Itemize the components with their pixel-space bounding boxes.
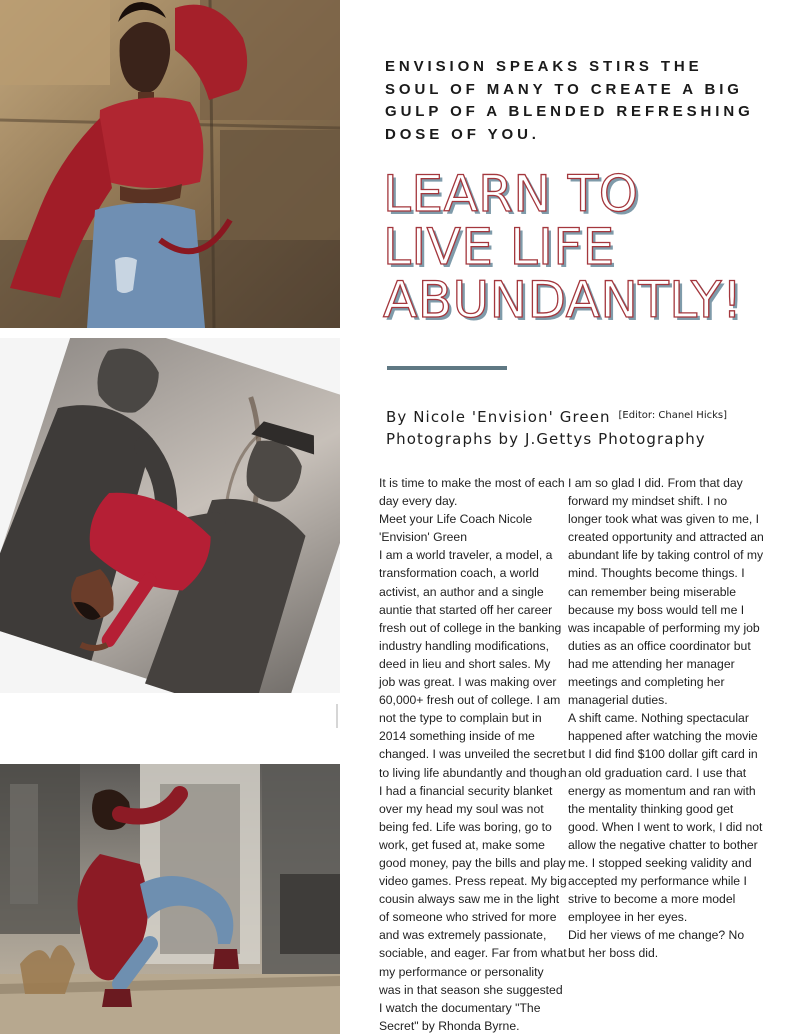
photo-bronze-statues-model bbox=[0, 338, 340, 693]
article-tagline: ENVISION SPEAKS STIRS THE SOUL OF MANY TO CREATE A BIG GULP OF A BLENDED REFRESHING DOSE OF YOU. bbox=[385, 58, 754, 143]
stone-wall-model-illustration bbox=[0, 0, 340, 328]
article-body-column-2 bbox=[568, 474, 764, 963]
body-paragraph: Did her views of me change? No but her boss did. bbox=[568, 928, 745, 961]
text-cursor-divider bbox=[336, 704, 338, 728]
body-paragraph: Meet your Life Coach Nicole 'Envision' Green bbox=[379, 512, 533, 545]
headline-line-1: LEARN TO bbox=[383, 165, 639, 223]
author-line bbox=[386, 406, 786, 428]
body-paragraph: I am so glad I did. From that day forward my mindset shift. I no longer took what was given to me, I created opportunity and attracted an abundant life by taking control of my mind. Thoughts become things. I can remember being miserable because my boss would tell me I was incapable of performing my job duties as an office coordinator but had me attending her manager meetings and completing her managerial duties. bbox=[568, 476, 764, 708]
bronze-statues-model-illustration bbox=[0, 338, 340, 693]
photo-credit: Photographs by J.Gettys Photography bbox=[386, 430, 706, 448]
headline-divider bbox=[387, 366, 507, 370]
article-byline bbox=[386, 406, 786, 450]
body-paragraph: It is time to make the most of each day every day. bbox=[379, 476, 565, 509]
author-credit: By Nicole 'Envision' Green bbox=[386, 408, 611, 426]
article-body-column-1 bbox=[379, 474, 567, 1035]
article-headline bbox=[383, 165, 793, 329]
body-paragraph: A shift came. Nothing spectacular happened after watching the movie but I did find $100 dollar gift card in an old graduation card. I use that energy as momentum and ran with the mentality thinking good get good. When I went to work, I did not allow the negative chatter to bother me. I stopped seeking validity and accepted my performance while I strive to become a more model employee in her eyes. bbox=[568, 711, 763, 925]
photo-stone-wall-model bbox=[0, 0, 340, 328]
photo-dancing-model bbox=[0, 764, 340, 1034]
headline-line-2: LIVE LIFE bbox=[383, 218, 615, 276]
editor-credit: [Editor: Chanel Hicks] bbox=[618, 410, 727, 421]
dancing-model-illustration bbox=[0, 764, 340, 1034]
body-paragraph: I am a world traveler, a model, a transformation coach, a world activist, an author and a single auntie that started off her career fresh out of college in the banking industry handling modifications, deed in lieu and short sales. My job was great. I was making over 60,000+ fresh out of college. I am not the type to complain but in 2014 something inside of me changed. I was unveiled the secret to living life abundantly and though I had a financial security blanket over my head my soul was not being fed. Life was boring, go to work, get fused at, make some good money, pay the bills and play video games. Press repeat. My big cousin always saw me in the light of someone who strived for more and was extremely passionate, sociable, and eager. Far from what my performance or personality was in that season she suggested I watch the documentary "The Secret" by Rhonda Byrne. bbox=[379, 548, 567, 1033]
headline-line-3: ABUNDANTLY! bbox=[383, 271, 743, 329]
